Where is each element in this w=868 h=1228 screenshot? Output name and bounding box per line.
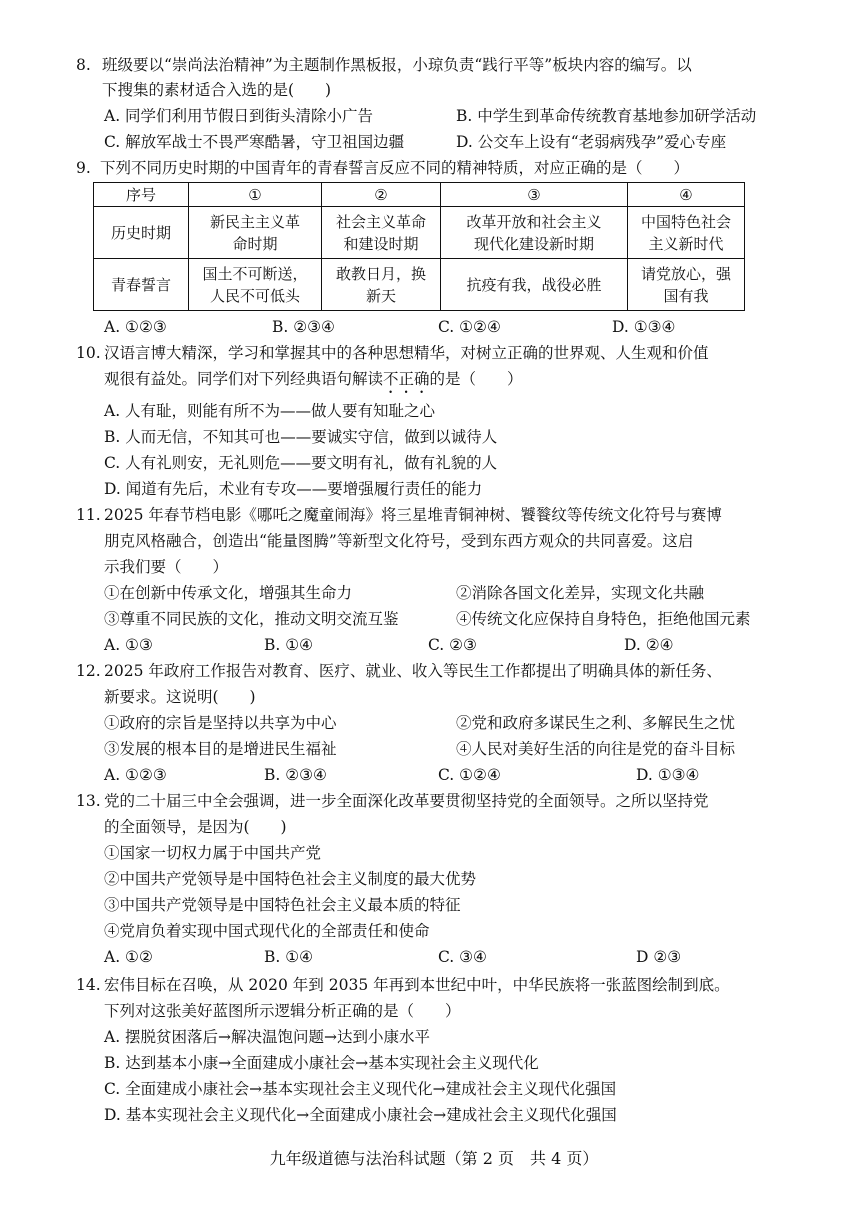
option-a: A. 人有耻，则能有所不为——做人要有知耻之心 <box>104 402 436 420</box>
stem-text: 观很有益处。同学们对下列经典语句解读 <box>104 370 384 388</box>
cell-line: 现代化建设新时期 <box>473 234 594 253</box>
table-row <box>94 259 745 311</box>
statement-4: ④党肩负着实现中国式现代化的全部责任和使命 <box>104 922 430 940</box>
option-c: C. 全面建成小康社会→基本实现社会主义现代化→建成社会主义现代化强国 <box>104 1080 617 1098</box>
question-number: 8. <box>76 56 91 74</box>
statement-3: ③中国共产党领导是中国特色社会主义最本质的特征 <box>104 896 461 914</box>
cell-line: 社会主义革命 <box>335 212 426 231</box>
statement-1: ①政府的宗旨是坚持以共享为中心 <box>104 714 337 732</box>
question-stem: 班级要以“崇尚法治精神”为主题制作黑板报，小琼负责“践行平等”板块内容的编写。以 <box>102 56 692 74</box>
option-d: D ②③ <box>636 948 682 966</box>
table-cell <box>628 207 745 259</box>
table-cell: ④ <box>628 183 745 207</box>
option-b: B. ①④ <box>264 636 314 654</box>
cell-line: 主义新时代 <box>648 234 724 253</box>
cell-line: 和建设时期 <box>343 234 419 253</box>
question-stem: 新要求。这说明( ) <box>104 688 256 706</box>
cell-line: 敢教日月，换 <box>335 264 426 283</box>
question-number: 9. <box>76 159 91 177</box>
question-stem: 下列对这张美好蓝图所示逻辑分析正确的是（ ） <box>104 1002 461 1020</box>
question-stem: 2025 年政府工作报告对教育、医疗、就业、收入等民生工作都提出了明确具体的新任务、 <box>104 662 722 680</box>
statement-2: ②党和政府多谋民生之利、多解民生之忧 <box>456 714 736 732</box>
question-stem: 宏伟目标在召唤，从 2020 年到 2035 年再到本世纪中叶，中华民族将一张蓝图绘制到底。 <box>104 976 730 994</box>
question-stem: 下搜集的素材适合入选的是( ) <box>102 81 332 99</box>
table-row-label: 历史时期 <box>94 207 189 259</box>
statement-4: ④人民对美好生活的向往是党的奋斗目标 <box>456 740 736 758</box>
question-stem: 汉语言博大精深，学习和掌握其中的各种思想精华，对树立正确的世界观、人生观和价值 <box>104 344 709 362</box>
option-d: D. ①③④ <box>612 318 676 336</box>
statement-1: ①在创新中传承文化，增强其生命力 <box>104 584 353 602</box>
cell-line: 改革开放和社会主义 <box>466 212 602 231</box>
option-a: A. ①②③ <box>104 766 167 784</box>
question-stem <box>104 368 523 397</box>
question-stem: 的全面领导，是因为( ) <box>104 818 287 836</box>
table-cell: 序号 <box>94 183 189 207</box>
statement-2: ②中国共产党领导是中国特色社会主义制度的最大优势 <box>104 870 477 888</box>
statement-3: ③发展的根本目的是增进民生福祉 <box>104 740 337 758</box>
era-oath-table <box>93 182 745 311</box>
cell-line: 新民主主义革 <box>209 212 300 231</box>
question-stem: 朋克风格融合，创造出“能量图腾”等新型文化符号，受到东西方观众的共同喜爱。这启 <box>104 532 694 550</box>
option-c: C. ①②④ <box>438 766 501 784</box>
option-a: A. ①②③ <box>104 318 167 336</box>
statement-4: ④传统文化应保持自身特色，拒绝他国元素 <box>456 610 751 628</box>
question-number: 11. <box>76 506 101 524</box>
option-b: B. ①④ <box>264 948 314 966</box>
option-d: D. 公交车上设有“老弱病残孕”爱心专座 <box>456 133 727 151</box>
option-c: C. 人有礼则安，无礼则危——要文明有礼，做有礼貌的人 <box>104 454 498 472</box>
cell-line: 中国特色社会 <box>640 212 731 231</box>
table-cell <box>322 259 441 311</box>
question-number: 14. <box>76 976 101 994</box>
option-c: C. ③④ <box>438 948 487 966</box>
option-b: B. ②③④ <box>272 318 335 336</box>
question-number: 12. <box>76 662 101 680</box>
table-row <box>94 207 745 259</box>
option-a: A. ①③ <box>104 636 153 654</box>
cell-line: 命时期 <box>232 234 278 253</box>
cell-line: 国有我 <box>663 286 709 305</box>
table-cell <box>441 207 628 259</box>
emphasis-text: 不正确 <box>383 370 430 388</box>
cell-line: 人民不可低头 <box>209 286 300 305</box>
question-stem: 下列不同历史时期的中国青年的青春誓言反应不同的精神特质，对应正确的是（ ） <box>100 159 690 177</box>
statement-2: ②消除各国文化差异，实现文化共融 <box>456 584 705 602</box>
cell-line: 请党放心，强 <box>640 264 731 283</box>
option-d: D. 闻道有先后，术业有专攻——要增强履行责任的能力 <box>104 480 483 498</box>
option-b: B. 达到基本小康→全面建成小康社会→基本实现社会主义现代化 <box>104 1054 539 1072</box>
question-stem: 示我们要（ ） <box>104 558 229 576</box>
option-d: D. 基本实现社会主义现代化→全面建成小康社会→建成社会主义现代化强国 <box>104 1106 617 1124</box>
table-cell <box>628 259 745 311</box>
cell-line: 抗疫有我，战役必胜 <box>466 275 602 294</box>
option-b: B. ②③④ <box>264 766 327 784</box>
question-stem: 党的二十届三中全会强调，进一步全面深化改革要贯彻坚持党的全面领导。之所以坚持党 <box>104 792 709 810</box>
table-row-label: 青春誓言 <box>94 259 189 311</box>
statement-1: ①国家一切权力属于中国共产党 <box>104 844 322 862</box>
cell-line: 国土不可断送， <box>202 264 308 283</box>
option-d: D. ②④ <box>624 636 674 654</box>
table-cell: ② <box>322 183 441 207</box>
option-a: A. ①② <box>104 948 153 966</box>
table-header-row <box>94 183 745 207</box>
question-number: 13. <box>76 792 101 810</box>
table-cell <box>189 207 322 259</box>
table-cell <box>189 259 322 311</box>
page-footer: 九年级道德与法治科试题（第 2 页 共 4 页） <box>269 1149 599 1168</box>
option-a: A. 摆脱贫困落后→解决温饱问题→达到小康水平 <box>104 1028 431 1046</box>
option-c: C. ①②④ <box>438 318 501 336</box>
table-cell <box>441 259 628 311</box>
cell-line: 新天 <box>365 286 396 305</box>
option-c: C. ②③ <box>428 636 477 654</box>
option-b: B. 中学生到革命传统教育基地参加研学活动 <box>456 107 757 125</box>
option-b: B. 人而无信，不知其可也——要诚实守信，做到以诚待人 <box>104 428 498 446</box>
option-a: A. 同学们利用节假日到街头清除小广告 <box>104 107 374 125</box>
table-cell: ③ <box>441 183 628 207</box>
option-c: C. 解放军战士不畏严寒酷暑，守卫祖国边疆 <box>104 133 405 151</box>
question-stem: 2025 年春节档电影《哪吒之魔童闹海》将三星堆青铜神树、饕餮纹等传统文化符号与赛博 <box>104 506 722 524</box>
statement-3: ③尊重不同民族的文化，推动文明交流互鉴 <box>104 610 399 628</box>
table-cell: ① <box>189 183 322 207</box>
question-number: 10. <box>76 344 101 362</box>
stem-text: 的是（ ） <box>429 370 523 388</box>
table-cell <box>322 207 441 259</box>
option-d: D. ①③④ <box>636 766 700 784</box>
